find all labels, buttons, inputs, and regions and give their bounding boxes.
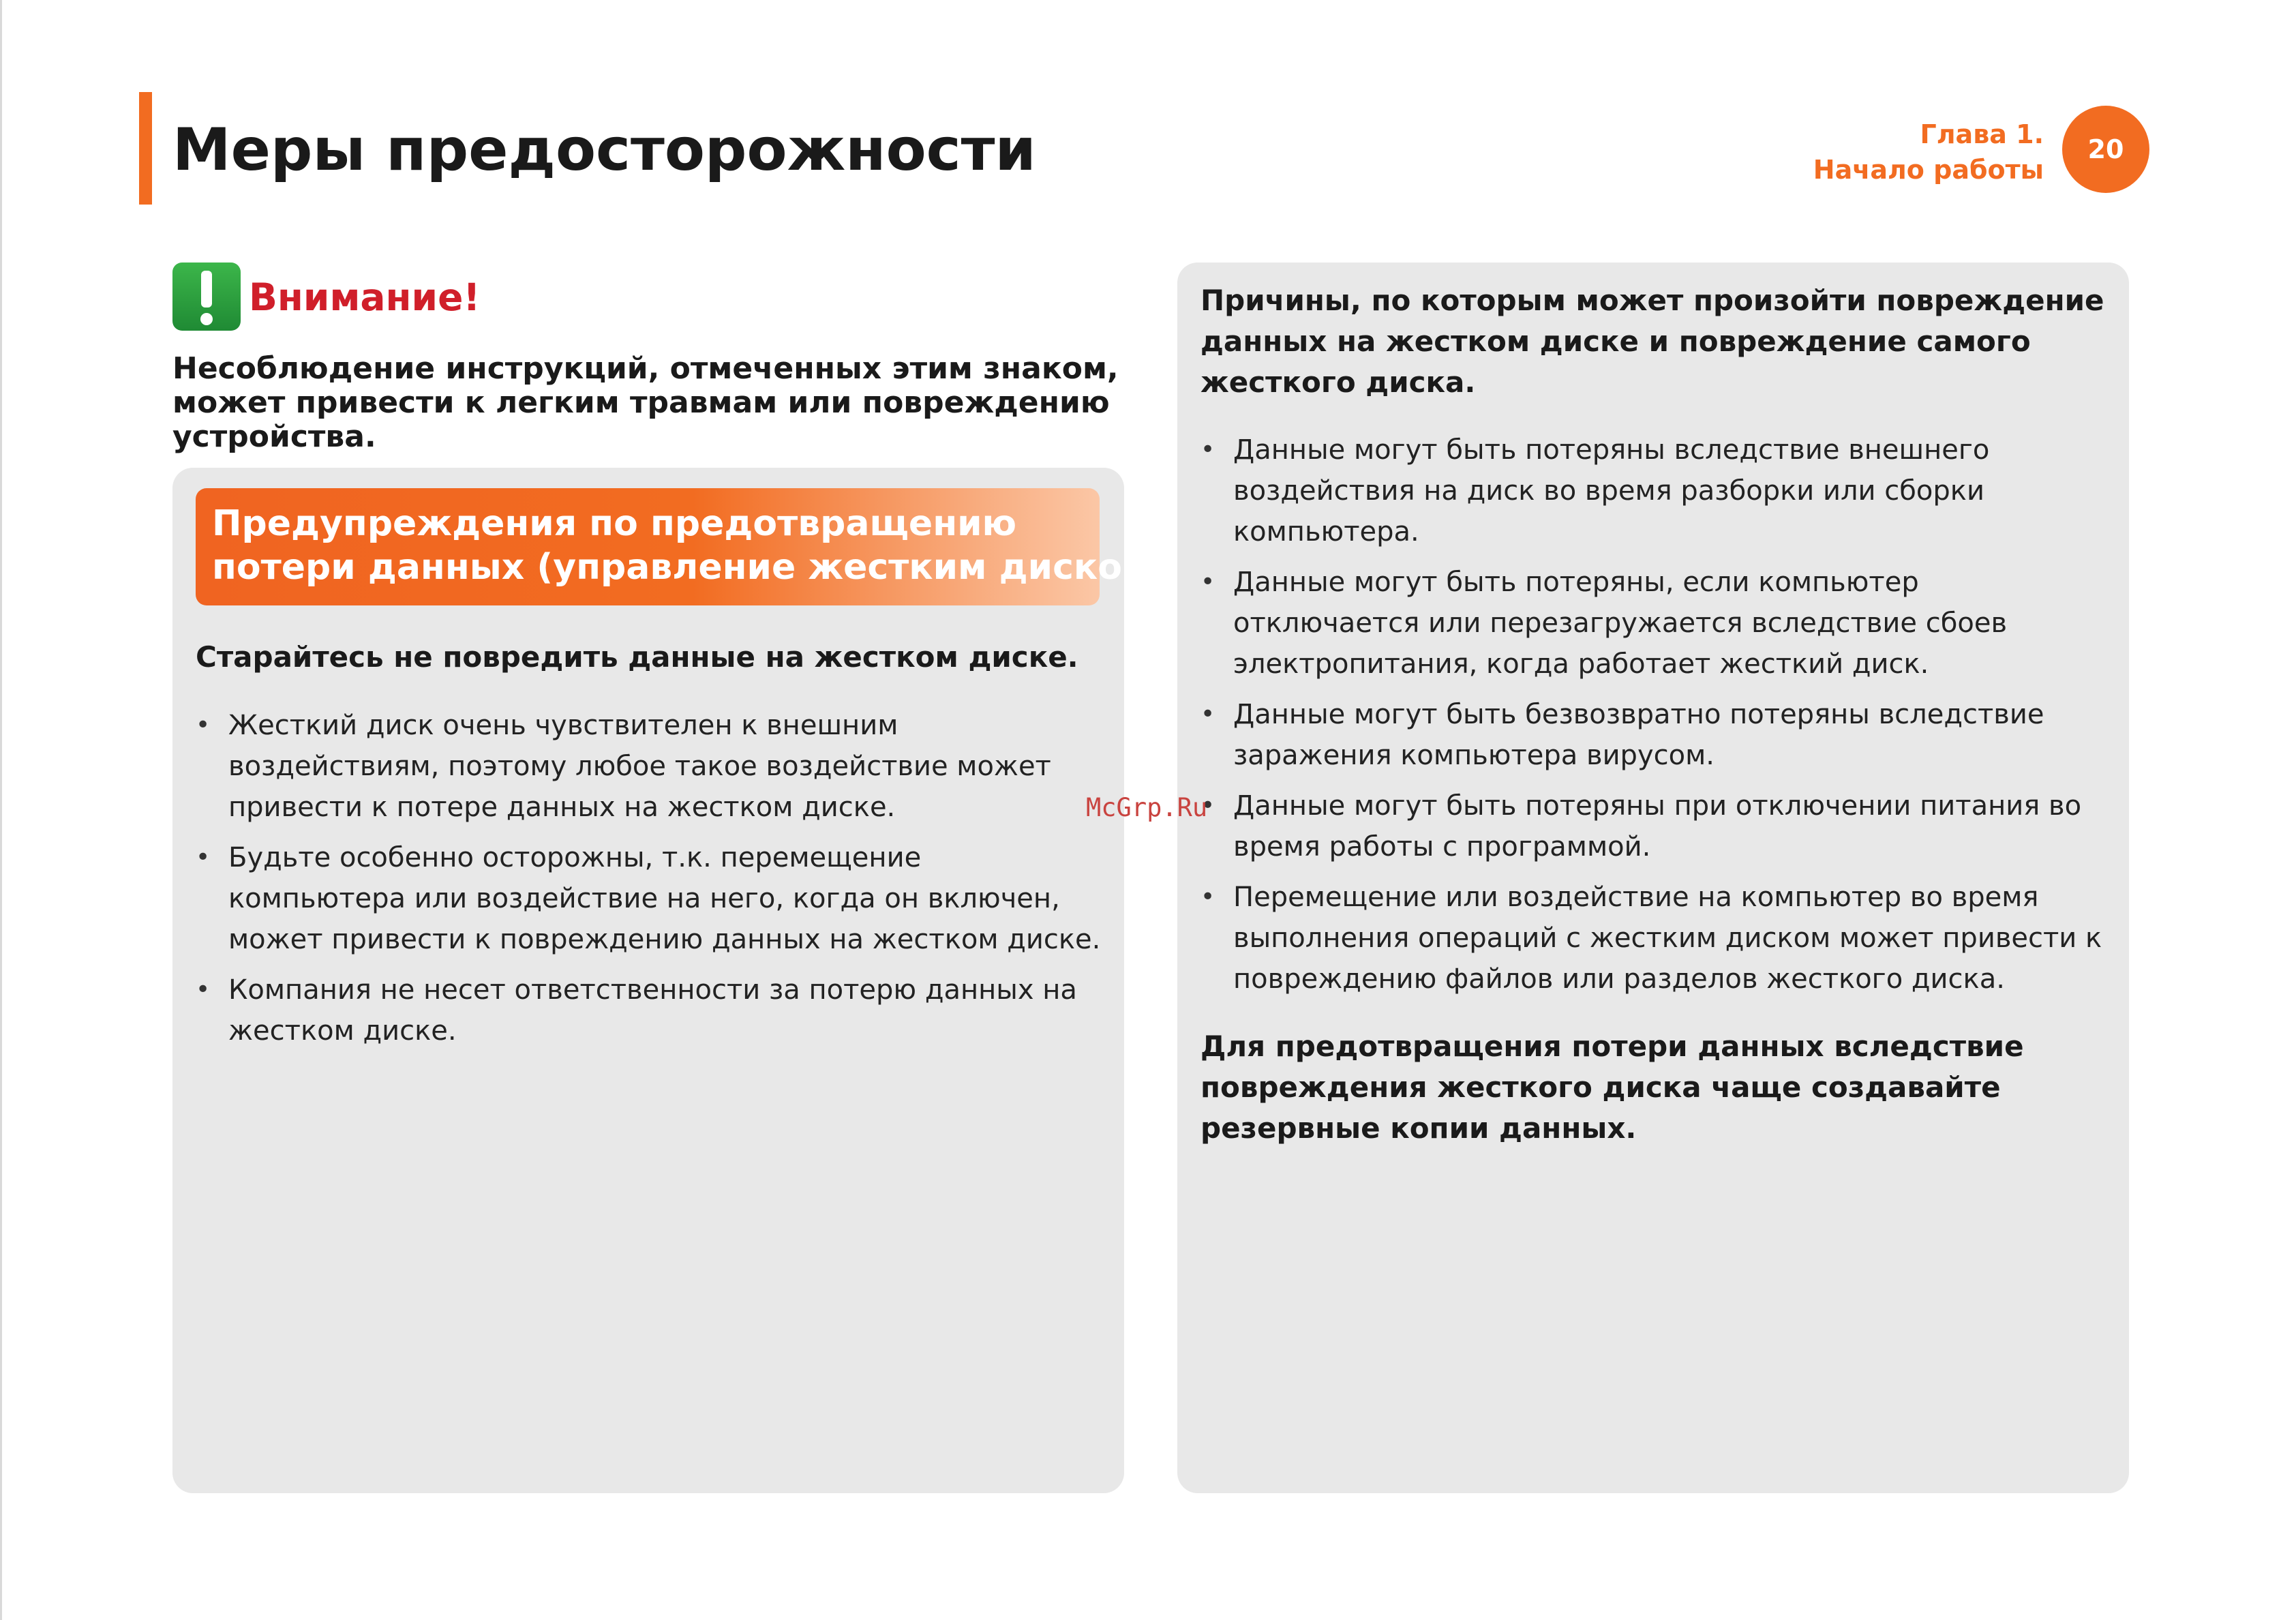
list-item: • Данные могут быть потеряны при отключении питания во время работы с программой. [1200,785,2107,867]
page-number-badge: 20 [2062,106,2149,193]
exclamation-icon [172,262,241,331]
list-item: • Данные могут быть потеряны вследствие внешнего воздействия на диск во время разборки или сборки компьютера. [1200,430,2107,552]
list-item: • Перемещение или воздействие на компьютер во время выполнения операций с жестким диском может привести к повреждению файлов или разделов жесткого диска. [1200,877,2107,1000]
list-item: • Данные могут быть потеряны, если компьютер отключается или перезагружается вследствие сбоев электропитания, когда работает жесткий диск. [1200,562,2107,685]
title-accent-bar [139,92,152,205]
watermark: McGrp.Ru [1086,793,1208,822]
banner-line-1: Предупреждения по предотвращению [212,503,1017,544]
exclamation-bar [201,271,212,308]
right-bullet-list [1200,430,2107,1009]
list-item: • Жесткий диск очень чувствителен к внешним воздействиям, поэтому любое такое воздействие может привести к потере данных на жестком диске. [196,705,1102,828]
list-item: • Компания не несет ответственности за потерю данных на жестком диске. [196,970,1102,1051]
left-bullet-list [196,705,1102,1061]
chapter-label [1813,117,2044,188]
right-panel [1177,262,2129,1493]
chapter-number: Глава 1. [1920,119,2044,149]
right-footer-note: Для предотвращения потери данных вследствие повреждения жесткого диска чаще создавайте резервные копии данных. [1200,1030,2024,1145]
section-banner [196,488,1168,605]
warning-description: Несоблюдение инструкций, отмеченных этим знаком, может привести к легким травмам или повреждению устройства. [172,351,1119,454]
page-title: Меры предосторожности [172,116,1036,184]
right-heading: Причины, по которым может произойти повреждение данных на жестком диске и повреждение самого жесткого диска. [1200,284,2104,399]
left-subheading: Старайтесь не повредить данные на жестком диске. [196,640,1078,674]
banner-line-2: потери данных (управление жестким диском) [212,547,1168,588]
chapter-name: Начало работы [1813,155,2044,185]
list-item: • Данные могут быть безвозвратно потеряны вследствие заражения компьютера вирусом. [1200,694,2107,776]
list-item: • Будьте особенно осторожны, т.к. перемещение компьютера или воздействие на него, когда он включен, может привести к повреждению данных на жестком диске. [196,837,1102,960]
warning-label: Внимание! [249,275,481,319]
exclamation-dot [200,313,213,325]
